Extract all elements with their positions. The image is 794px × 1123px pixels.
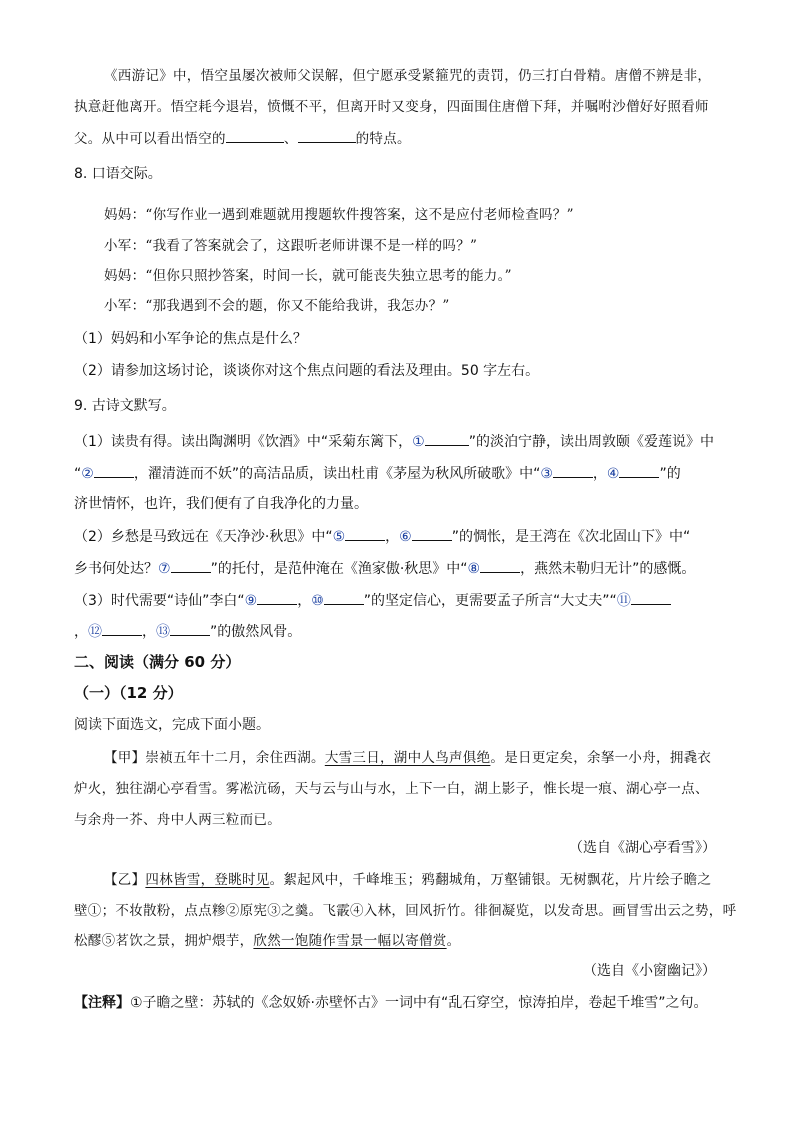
q8-title: 8. 口语交际。	[74, 166, 162, 182]
answer-blank[interactable]	[226, 128, 284, 143]
answer-blank[interactable]	[425, 431, 469, 446]
answer-blank[interactable]	[631, 590, 671, 605]
yi-line-1: 【乙】四林皆雪，登眺时见。絮起风中，千峰堆玉；鸦翻城角，万壑铺银。无树飘花，片片绘子瞻之	[104, 872, 712, 888]
q8-dialogue-3: 妈妈：“但你只照抄答案，时间一长，就可能丧失独立思考的能力。”	[104, 268, 512, 284]
q8-subq-2: （2）请参加这场讨论，谈谈你对这个焦点问题的看法及理由。50 字左右。	[74, 363, 540, 379]
section-heading: 二、阅读（满分 60 分）	[74, 653, 241, 671]
q9-p1-line-2: “② ，濯清涟而不妖”的高洁品质，读出杜甫《茅屋为秋风所破歌》中“③ ，④ ”的	[74, 463, 681, 484]
jia-source: （选自《湖心亭看雪》）	[569, 840, 716, 856]
q9-p1-line-3: 济世情怀，也许，我们便有了自我净化的力量。	[74, 496, 368, 512]
yi-line-3: 松醪⑤茗饮之景，拥炉煨芋，欣然一饱随作雪景一幅以寄僧赏。	[74, 933, 461, 949]
q9-p2-line-2: 乡书何处达？⑦ ”的托付，是范仲淹在《渔家傲·秋思》中“⑧ ，燕然未勒归无计”的感慨。	[74, 558, 695, 579]
q7-line-1: 《西游记》中，悟空虽屡次被师父误解，但宁愿承受紧箍咒的责罚，仍三打白骨精。唐僧不辨是非，	[104, 68, 712, 84]
answer-blank[interactable]	[619, 463, 659, 478]
q8-dialogue-4: 小军：“那我遇到不会的题，你又不能给我讲，我怎办？”	[104, 298, 450, 314]
yi-line-2: 壁①；不妆散粉，点点糁②原宪③之羹。飞霰④入林，回风折竹。徘徊凝览，以发奇思。画冒雪出云之势，呼	[74, 903, 737, 919]
q9-p2-line-1: （2）乡愁是马致远在《天净沙·秋思》中“⑤ ，⑥ ”的惆怅，是王湾在《次北固山下》中“	[74, 526, 690, 547]
q7-line-3: 父。从中可以看出悟空的 、 的特点。	[74, 128, 411, 149]
answer-blank[interactable]	[553, 463, 593, 478]
answer-blank[interactable]	[345, 526, 385, 541]
q8-dialogue-2: 小军：“我看了答案就会了，这跟听老师讲课不是一样的吗？”	[104, 238, 478, 254]
q9-p3-line-1: （3）时代需要“诗仙”李白“⑨ ，⑩ ”的坚定信心，更需要孟子所言“大丈夫”“⑪	[74, 590, 671, 611]
q8-dialogue-1: 妈妈：“你写作业一遇到难题就用搜题软件搜答案，这不是应付老师检查吗？”	[104, 207, 574, 223]
q9-title: 9. 古诗文默写。	[74, 398, 176, 414]
answer-blank[interactable]	[298, 128, 356, 143]
yi-source: （选自《小窗幽记》）	[583, 963, 716, 979]
annotation: 【注释】①子瞻之壁：苏轼的《念奴娇·赤壁怀古》一词中有“乱石穿空，惊涛拍岸，卷起千堆雪”之句。	[74, 995, 708, 1011]
answer-blank[interactable]	[324, 590, 364, 605]
answer-blank[interactable]	[102, 621, 142, 636]
answer-blank[interactable]	[170, 621, 210, 636]
jia-line-2: 炉火，独往湖心亭看雪。雾凇沆砀，天与云与山与水，上下一白，湖上影子，惟长堤一痕、湖心亭一点、	[74, 781, 709, 797]
reading-instruction: 阅读下面选文，完成下面小题。	[74, 717, 270, 733]
answer-blank[interactable]	[480, 558, 520, 573]
jia-line-3: 与余舟一芥、舟中人两三粒而已。	[74, 812, 281, 828]
q8-subq-1: （1）妈妈和小军争论的焦点是什么？	[74, 331, 307, 347]
answer-blank[interactable]	[257, 590, 297, 605]
q9-p3-line-2: ，⑫ ，⑬ ”的傲然风骨。	[74, 621, 301, 642]
answer-blank[interactable]	[94, 463, 134, 478]
q9-p1-line-1: （1）读贵有得。读出陶渊明《饮酒》中“采菊东篱下，① ”的淡泊宁静，读出周敦颐《爱莲说》中	[74, 431, 714, 452]
answer-blank[interactable]	[412, 526, 452, 541]
subsection-heading: （一）（12 分）	[74, 684, 183, 702]
answer-blank[interactable]	[171, 558, 211, 573]
jia-line-1: 【甲】崇祯五年十二月，余住西湖。大雪三日，湖中人鸟声俱绝。是日更定矣，余拏一小舟，拥毳衣	[104, 750, 712, 766]
q7-line-2: 执意赶他离开。悟空耗今退岩，愤慨不平，但离开时又变身，四面围住唐僧下拜，并嘱咐沙僧好好照看师	[74, 99, 709, 115]
